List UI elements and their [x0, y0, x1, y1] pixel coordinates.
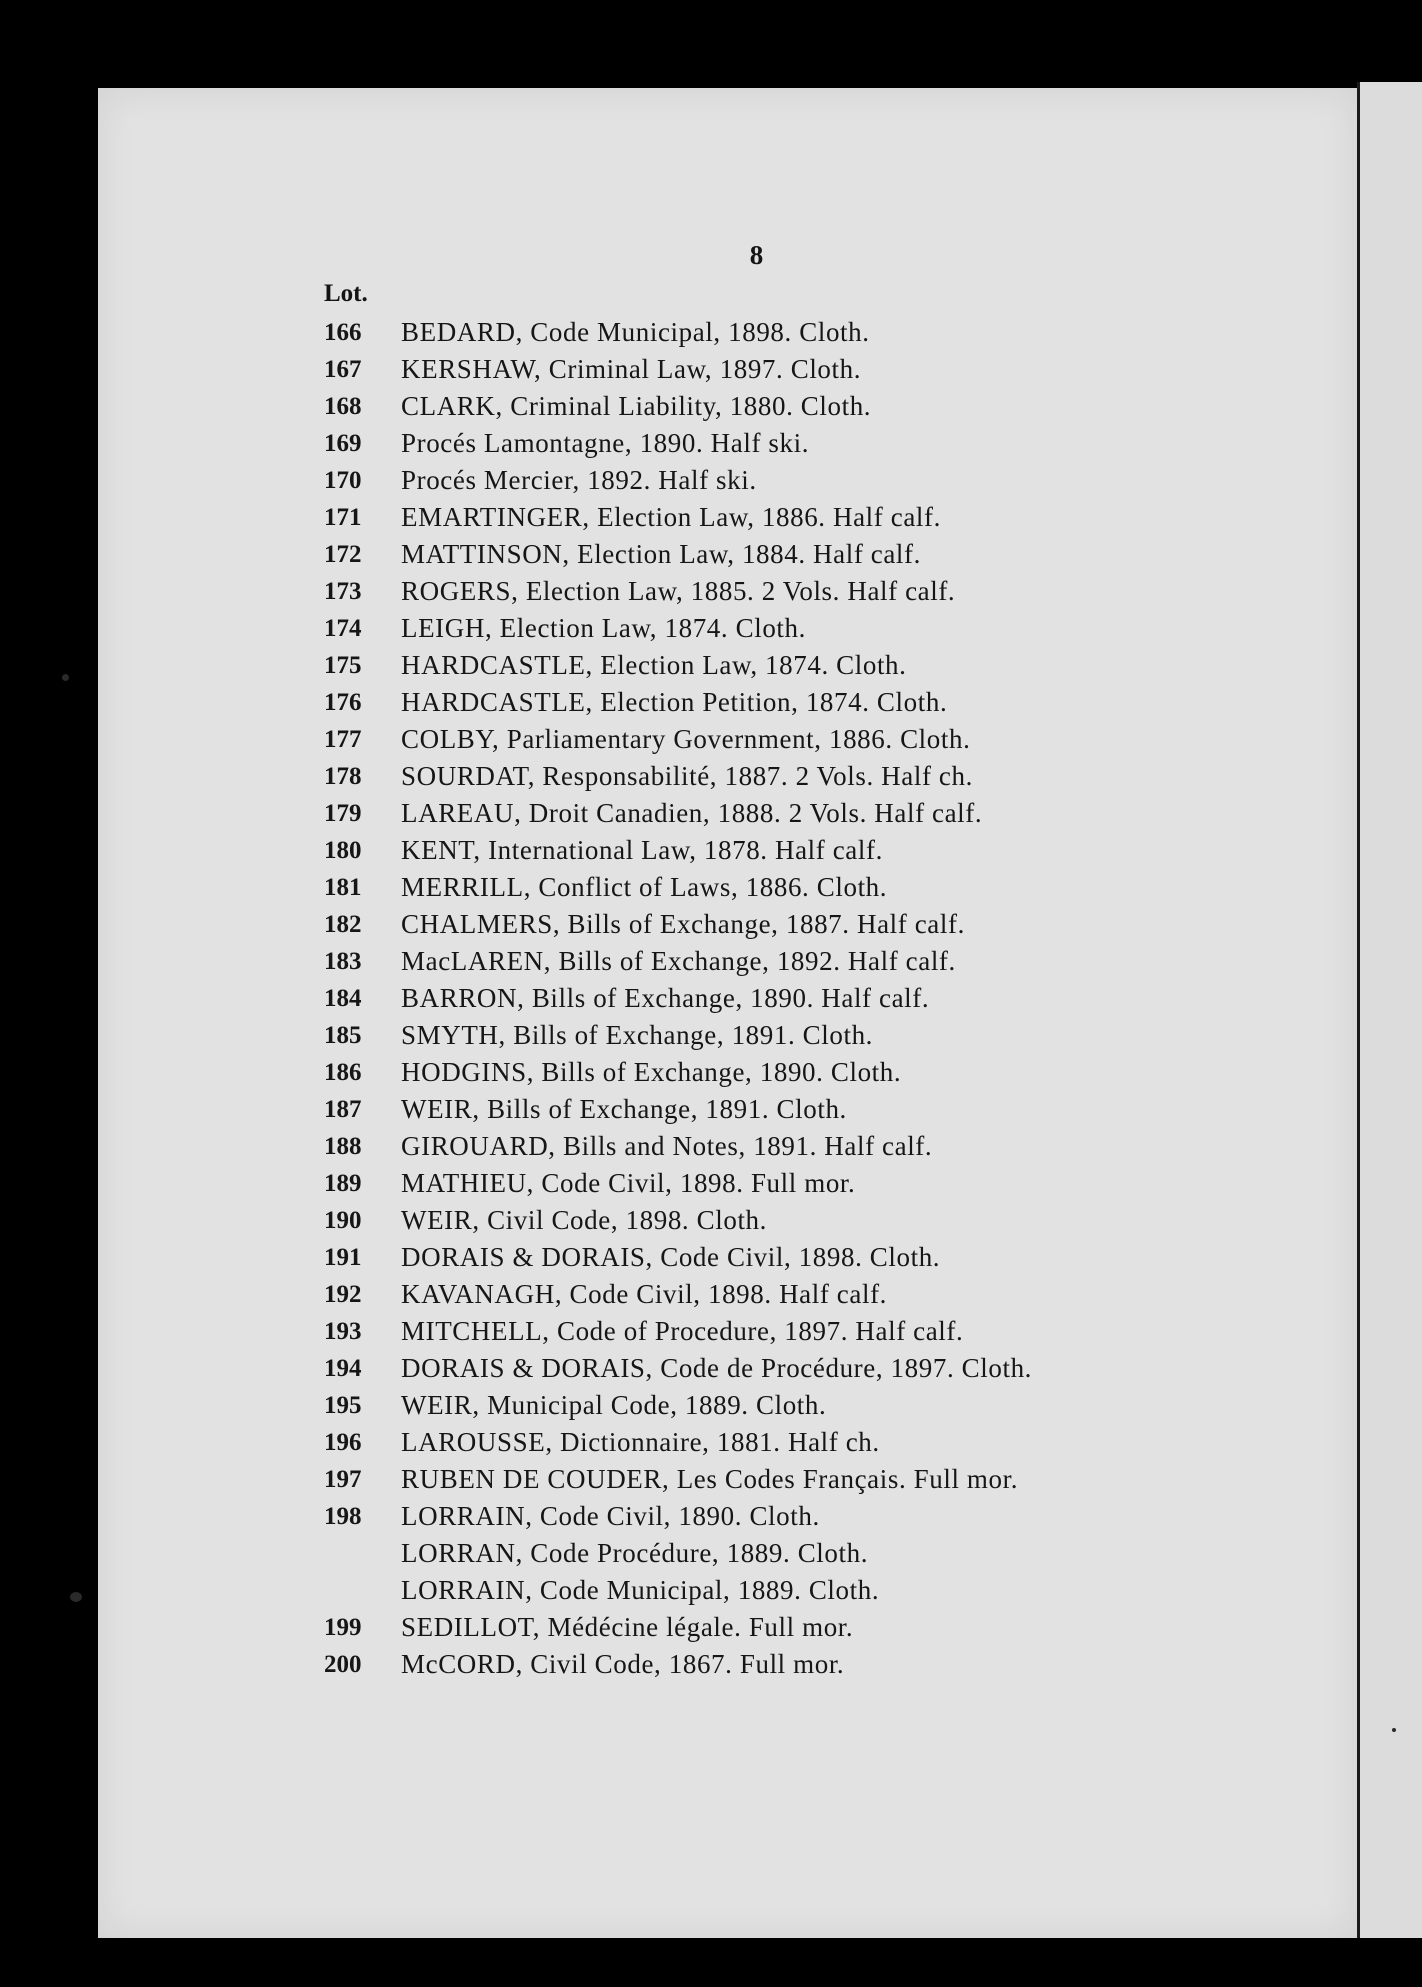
- lot-description: LORRAIN, Code Municipal, 1889. Cloth.: [401, 1575, 880, 1605]
- lot-description: ROGERS, Election Law, 1885. 2 Vols. Half calf.: [401, 576, 956, 606]
- lot-description: SMYTH, Bills of Exchange, 1891. Cloth.: [401, 1020, 874, 1050]
- lot-number: 185: [324, 1022, 362, 1049]
- lot-entry: [324, 425, 1324, 462]
- lot-entry: [324, 1313, 1324, 1350]
- lot-number: 172: [324, 541, 362, 568]
- lot-number: 183: [324, 948, 362, 975]
- lot-entry: [324, 1572, 1324, 1609]
- lot-entry: [324, 647, 1324, 684]
- lot-entry: [324, 462, 1324, 499]
- lot-number: 166: [324, 319, 362, 346]
- lot-number: 170: [324, 467, 362, 494]
- lot-number: 193: [324, 1318, 362, 1345]
- lot-description: LAROUSSE, Dictionnaire, 1881. Half ch.: [401, 1427, 880, 1457]
- lot-description: MITCHELL, Code of Procedure, 1897. Half calf.: [401, 1316, 964, 1346]
- lot-description: LORRAN, Code Procédure, 1889. Cloth.: [401, 1538, 869, 1568]
- lot-entry: [324, 1202, 1324, 1239]
- lot-description: RUBEN DE COUDER, Les Codes Français. Full mor.: [401, 1464, 1019, 1494]
- lot-description: WEIR, Civil Code, 1898. Cloth.: [401, 1205, 767, 1235]
- lot-entry: [324, 1535, 1324, 1572]
- lot-description: BEDARD, Code Municipal, 1898. Cloth.: [401, 317, 870, 347]
- lot-number: 199: [324, 1614, 362, 1641]
- lot-entry: [324, 1165, 1324, 1202]
- lot-entry: [324, 499, 1324, 536]
- lot-description: KERSHAW, Criminal Law, 1897. Cloth.: [401, 354, 862, 384]
- lot-entry: [324, 1424, 1324, 1461]
- lot-description: HODGINS, Bills of Exchange, 1890. Cloth.: [401, 1057, 902, 1087]
- lot-description: LEIGH, Election Law, 1874. Cloth.: [401, 613, 806, 643]
- lot-number: 173: [324, 578, 362, 605]
- lot-description: CHALMERS, Bills of Exchange, 1887. Half calf.: [401, 909, 965, 939]
- lot-number: 167: [324, 356, 362, 383]
- lot-entry: [324, 1239, 1324, 1276]
- lot-number: 177: [324, 726, 362, 753]
- lot-number: 195: [324, 1392, 362, 1419]
- lot-number: 179: [324, 800, 362, 827]
- lot-number: 192: [324, 1281, 362, 1308]
- lot-description: MacLAREN, Bills of Exchange, 1892. Half calf.: [401, 946, 956, 976]
- lot-entry: [324, 1128, 1324, 1165]
- scan-speck: [1392, 1728, 1396, 1732]
- adjacent-page-edge: [1357, 82, 1422, 1938]
- lot-number: 182: [324, 911, 362, 938]
- lot-description: MERRILL, Conflict of Laws, 1886. Cloth.: [401, 872, 888, 902]
- lot-number: 191: [324, 1244, 362, 1271]
- lot-number: 189: [324, 1170, 362, 1197]
- lot-list: [324, 314, 1324, 1683]
- lot-description: GIROUARD, Bills and Notes, 1891. Half calf.: [401, 1131, 933, 1161]
- lot-description: KAVANAGH, Code Civil, 1898. Half calf.: [401, 1279, 888, 1309]
- lot-description: Procés Lamontagne, 1890. Half ski.: [401, 428, 810, 458]
- lot-number: 178: [324, 763, 362, 790]
- lot-entry: [324, 1387, 1324, 1424]
- lot-column-heading: Lot.: [324, 280, 368, 307]
- scan-speck: [62, 674, 69, 681]
- lot-entry: [324, 721, 1324, 758]
- lot-description: HARDCASTLE, Election Petition, 1874. Cloth.: [401, 687, 948, 717]
- lot-entry: [324, 1609, 1324, 1646]
- lot-number: 181: [324, 874, 362, 901]
- lot-description: HARDCASTLE, Election Law, 1874. Cloth.: [401, 650, 907, 680]
- lot-number: 184: [324, 985, 362, 1012]
- lot-number: [324, 1572, 401, 1609]
- lot-entry: [324, 832, 1324, 869]
- lot-entry: [324, 1350, 1324, 1387]
- lot-entry: [324, 980, 1324, 1017]
- catalogue-page: [98, 88, 1357, 1938]
- lot-number: 176: [324, 689, 362, 716]
- lot-entry: [324, 758, 1324, 795]
- lot-description: LORRAIN, Code Civil, 1890. Cloth.: [401, 1501, 820, 1531]
- lot-description: DORAIS & DORAIS, Code de Procédure, 1897. Cloth.: [401, 1353, 1033, 1383]
- lot-description: McCORD, Civil Code, 1867. Full mor.: [401, 1649, 845, 1679]
- lot-entry: [324, 1017, 1324, 1054]
- lot-number: 197: [324, 1466, 362, 1493]
- lot-description: SOURDAT, Responsabilité, 1887. 2 Vols. Half ch.: [401, 761, 973, 791]
- lot-number: 198: [324, 1503, 362, 1530]
- lot-description: BARRON, Bills of Exchange, 1890. Half calf.: [401, 983, 930, 1013]
- lot-entry: [324, 314, 1324, 351]
- lot-number: 175: [324, 652, 362, 679]
- lot-description: MATHIEU, Code Civil, 1898. Full mor.: [401, 1168, 856, 1198]
- lot-number: 174: [324, 615, 362, 642]
- lot-entry: [324, 573, 1324, 610]
- lot-entry: [324, 1498, 1324, 1535]
- lot-number: 168: [324, 393, 362, 420]
- lot-description: EMARTINGER, Election Law, 1886. Half calf.: [401, 502, 941, 532]
- lot-entry: [324, 610, 1324, 647]
- lot-number: 194: [324, 1355, 362, 1382]
- lot-entry: [324, 684, 1324, 721]
- lot-number: 190: [324, 1207, 362, 1234]
- lot-entry: [324, 1091, 1324, 1128]
- lot-description: MATTINSON, Election Law, 1884. Half calf.: [401, 539, 921, 569]
- lot-number: 200: [324, 1651, 362, 1678]
- lot-number: [324, 1535, 401, 1572]
- lot-entry: [324, 536, 1324, 573]
- lot-entry: [324, 943, 1324, 980]
- lot-description: Procés Mercier, 1892. Half ski.: [401, 465, 757, 495]
- lot-entry: [324, 906, 1324, 943]
- scan-speck: [70, 1592, 82, 1602]
- lot-number: 186: [324, 1059, 362, 1086]
- lot-description: SEDILLOT, Médécine légale. Full mor.: [401, 1612, 854, 1642]
- lot-number: 171: [324, 504, 362, 531]
- page-number: 8: [749, 240, 764, 270]
- lot-number: 188: [324, 1133, 362, 1160]
- lot-entry: [324, 1276, 1324, 1313]
- lot-description: KENT, International Law, 1878. Half calf.: [401, 835, 883, 865]
- lot-description: DORAIS & DORAIS, Code Civil, 1898. Cloth.: [401, 1242, 941, 1272]
- lot-entry: [324, 1646, 1324, 1683]
- lot-number: 187: [324, 1096, 362, 1123]
- lot-entry: [324, 795, 1324, 832]
- lot-number: 169: [324, 430, 362, 457]
- lot-number: 180: [324, 837, 362, 864]
- lot-number: 196: [324, 1429, 362, 1456]
- lot-description: CLARK, Criminal Liability, 1880. Cloth.: [401, 391, 872, 421]
- lot-entry: [324, 1054, 1324, 1091]
- lot-entry: [324, 388, 1324, 425]
- lot-description: WEIR, Bills of Exchange, 1891. Cloth.: [401, 1094, 847, 1124]
- lot-description: LAREAU, Droit Canadien, 1888. 2 Vols. Half calf.: [401, 798, 983, 828]
- lot-entry: [324, 1461, 1324, 1498]
- lot-entry: [324, 869, 1324, 906]
- lot-description: COLBY, Parliamentary Government, 1886. Cloth.: [401, 724, 971, 754]
- lot-entry: [324, 351, 1324, 388]
- lot-description: WEIR, Municipal Code, 1889. Cloth.: [401, 1390, 827, 1420]
